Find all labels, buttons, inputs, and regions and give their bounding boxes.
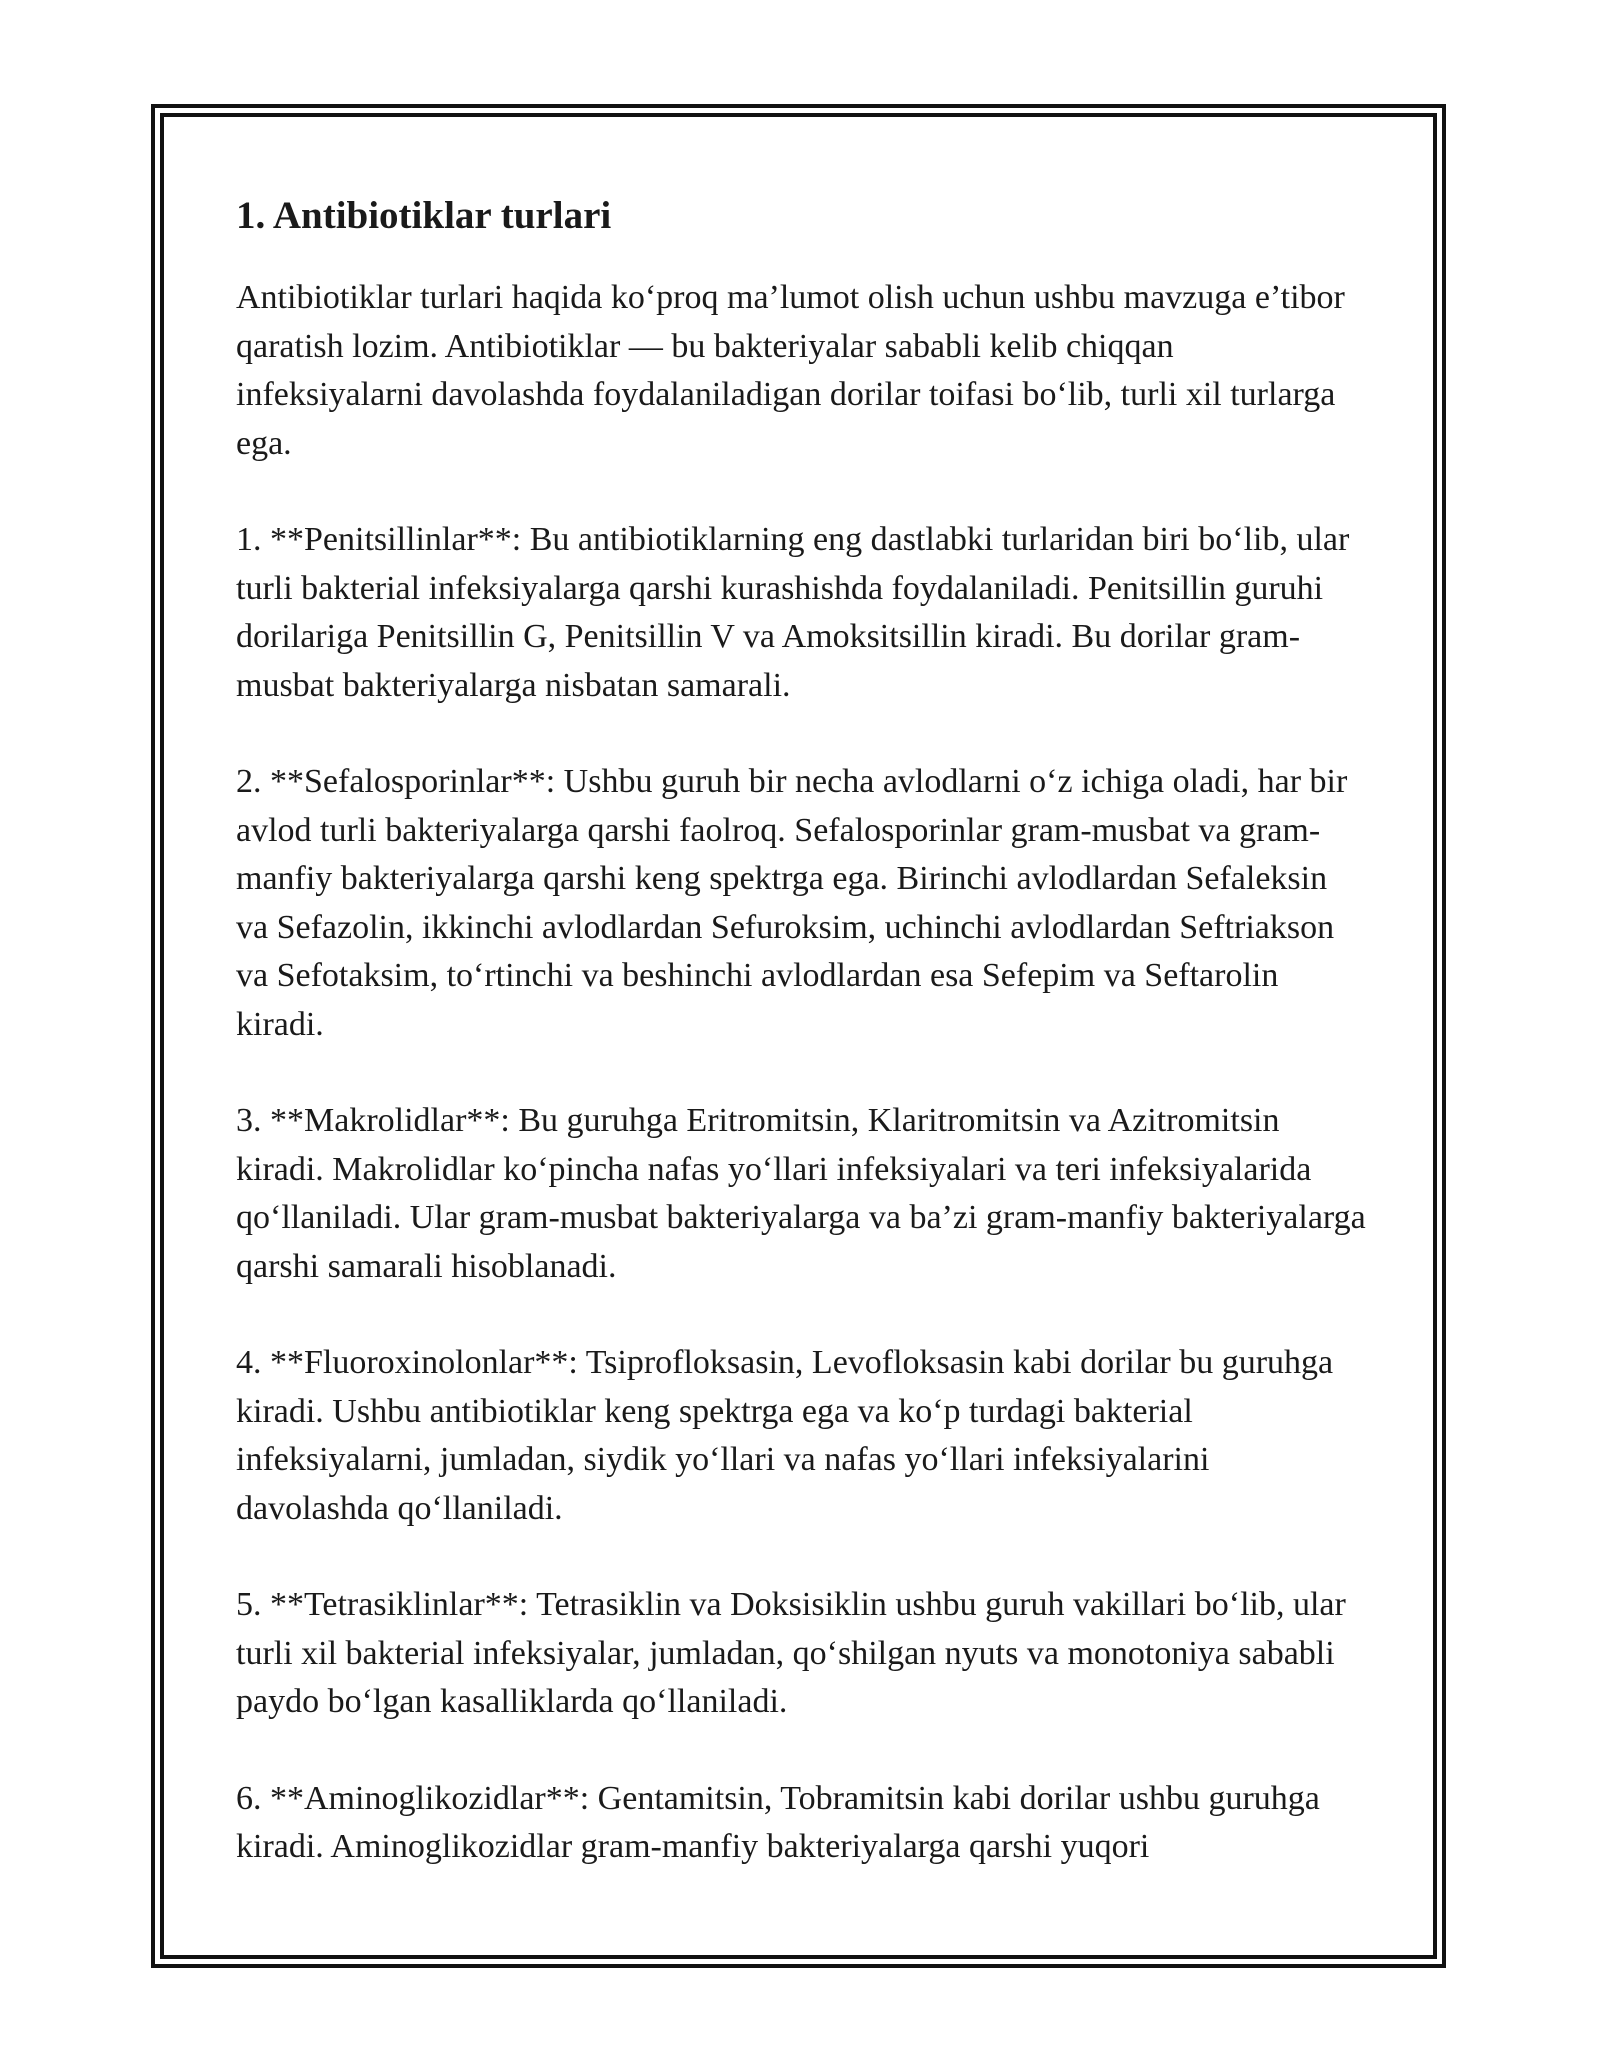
- paragraph-tetrasiklinlar: 5. **Tetrasiklinlar**: Tetrasiklin va Doksisiklin ushbu guruh vakillari bo‘lib, ular turli xil bakterial infeksiyalar, jumladan, qo‘shilgan nyuts va monotoniya sababli paydo bo‘lgan kasalliklarda qo‘llaniladi.: [236, 1586, 1346, 1720]
- paragraph-makrolidlar: 3. **Makrolidlar**: Bu guruhga Eritromitsin, Klaritromitsin va Azitromitsin kiradi. Makrolidlar ko‘pincha nafas yo‘llari infeksiyalari va teri infeksiyalarida qo‘llaniladi. Ular gram-musbat bakteriyalarga va ba’zi gram-manfiy bakteriyalarga qarshi samarali hisoblanadi.: [236, 1102, 1366, 1285]
- paragraph-sefalosporinlar: 2. **Sefalosporinlar**: Ushbu guruh bir necha avlodlarni o‘z ichiga oladi, har bir avlod turli bakteriyalarga qarshi faolroq. Sefalosporinlar gram-musbat va gram-manfiy bakteriyalarga qarshi keng spektrga ega. Birinchi avlodlardan Sefaleksin va Sefazolin, ikkinchi avlodlardan Sefuroksim, uchinchi avlodlardan Seftriakson va Sefotaksim, to‘rtinchi va beshinchi avlodlardan esa Sefepim va Seftarolin kiradi.: [236, 763, 1348, 1043]
- intro-paragraph: Antibiotiklar turlari haqida ko‘proq ma’lumot olish uchun ushbu mavzuga e’tibor qaratish lozim. Antibiotiklar — bu bakteriyalar sababli kelib chiqqan infeksiyalarni davolashda foydalaniladigan dorilar toifasi bo‘lib, turli xil turlarga ega.: [236, 279, 1345, 462]
- paragraph-fluoroxinolonlar: 4. **Fluoroxinolonlar**: Tsiprofloksasin, Levofloksasin kabi dorilar bu guruhga kiradi. Ushbu antibiotiklar keng spektrga ega va ko‘p turdagi bakterial infeksiyalarni, jumladan, siydik yo‘llari va nafas yo‘llari infeksiyalarini davolashda qo‘llaniladi.: [236, 1344, 1334, 1527]
- document-body: [236, 188, 1366, 1888]
- paragraph-penitsillinlar: 1. **Penitsillinlar**: Bu antibiotiklarning eng dastlabki turlaridan biri bo‘lib, ular turli bakterial infeksiyalarga qarshi kurashishda foydalaniladi. Penitsillin guruhi dorilariga Penitsillin G, Penitsillin V va Amoksitsillin kiradi. Bu dorilar gram-musbat bakteriyalarga nisbatan samarali.: [236, 521, 1350, 704]
- section-heading: 1. Antibiotiklar turlari: [236, 194, 612, 237]
- paragraph-aminoglikozidlar: 6. **Aminoglikozidlar**: Gentamitsin, Tobramitsin kabi dorilar ushbu guruhga kiradi. Aminoglikozidlar gram-manfiy bakteriyalarga qarshi yuqori: [236, 1779, 1320, 1865]
